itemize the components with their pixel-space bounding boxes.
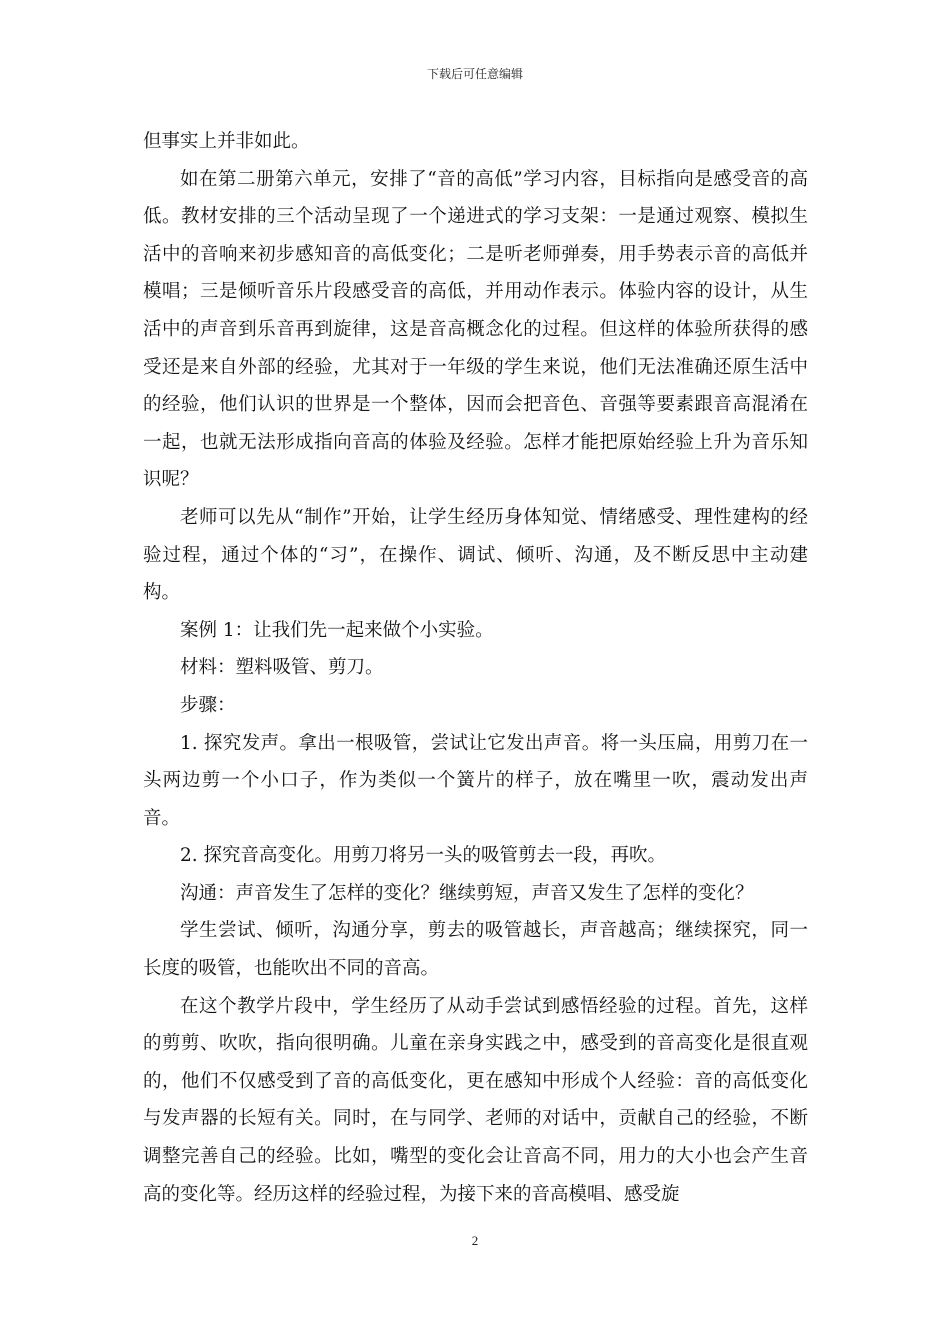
paragraph-6: 步骤： bbox=[180, 694, 236, 716]
paragraph-2: 如在第二册第六单元，安排了“音的高低”学习内容，目标指向是感受音的高低。教材安排的三个活动呈现了一个递进式的学习支架：一是通过观察、模拟生活中的音响来初步感知音的高低变化；二是听老师弹奏，用手势表示音的高低并模唱；三是倾听音乐片段感受音的高低，并用动作表示。体验内容的设计，从生活中的声音到乐音再到旋律，这是音高概念化的过程。但这样的体验所获得的感受还是来自外部的经验，尤其对于一年级的学生来说，他们无法准确还原生活中的经验，他们认识的世界是一个整体，因而会把音色、音强等要素跟音高混淆在一起，也就无法形成指向音高的体验及经验。怎样才能把原始经验上升为音乐知识呢？ bbox=[143, 168, 808, 491]
paragraph-11: 在这个教学片段中，学生经历了从动手尝试到感悟经验的过程。首先，这样的剪剪、吹吹，指向很明确。儿童在亲身实践之中，感受到的音高变化是很直观的，他们不仅感受到了音的高低变化，更在感知中形成个人经验：音的高低变化与发声器的长短有关。同时，在与同学、老师的对话中，贡献自己的经验，不断调整完善自己的经验。比如，嘴型的变化会让音高不同，用力的大小也会产生音高的变化等。经历这样的经验过程，为接下来的音高模唱、感受旋 bbox=[143, 995, 808, 1205]
paragraph-9: 沟通：声音发生了怎样的变化？继续剪短，声音又发生了怎样的变化？ bbox=[180, 882, 754, 904]
paragraph-4: 案例 1：让我们先一起来做个小实验。 bbox=[180, 619, 494, 641]
body-text bbox=[143, 123, 808, 1213]
page-header: 下载后可任意编辑 bbox=[426, 67, 523, 81]
paragraph-10: 学生尝试、倾听，沟通分享，剪去的吸管越长，声音越高；继续探究，同一长度的吸管，也能吹出不同的音高。 bbox=[143, 920, 808, 980]
paragraph-5: 材料：塑料吸管、剪刀。 bbox=[180, 657, 384, 679]
paragraph-7: 1. 探究发声。拿出一根吸管，尝试让它发出声音。将一头压扁，用剪刀在一头两边剪一个小口子，作为类似一个簧片的样子，放在嘴里一吹，震动发出声音。 bbox=[143, 732, 808, 829]
page-number: 2 bbox=[471, 1233, 479, 1248]
paragraph-3: 老师可以先从“制作”开始，让学生经历身体知觉、情绪感受、理性建构的经验过程，通过个体的“习”，在操作、调试、倾听、沟通，及不断反思中主动建构。 bbox=[143, 506, 808, 604]
paragraph-1: 但事实上并非如此。 bbox=[143, 131, 310, 152]
paragraph-8: 2. 探究音高变化。用剪刀将另一头的吸管剪去一段，再吹。 bbox=[180, 845, 667, 867]
